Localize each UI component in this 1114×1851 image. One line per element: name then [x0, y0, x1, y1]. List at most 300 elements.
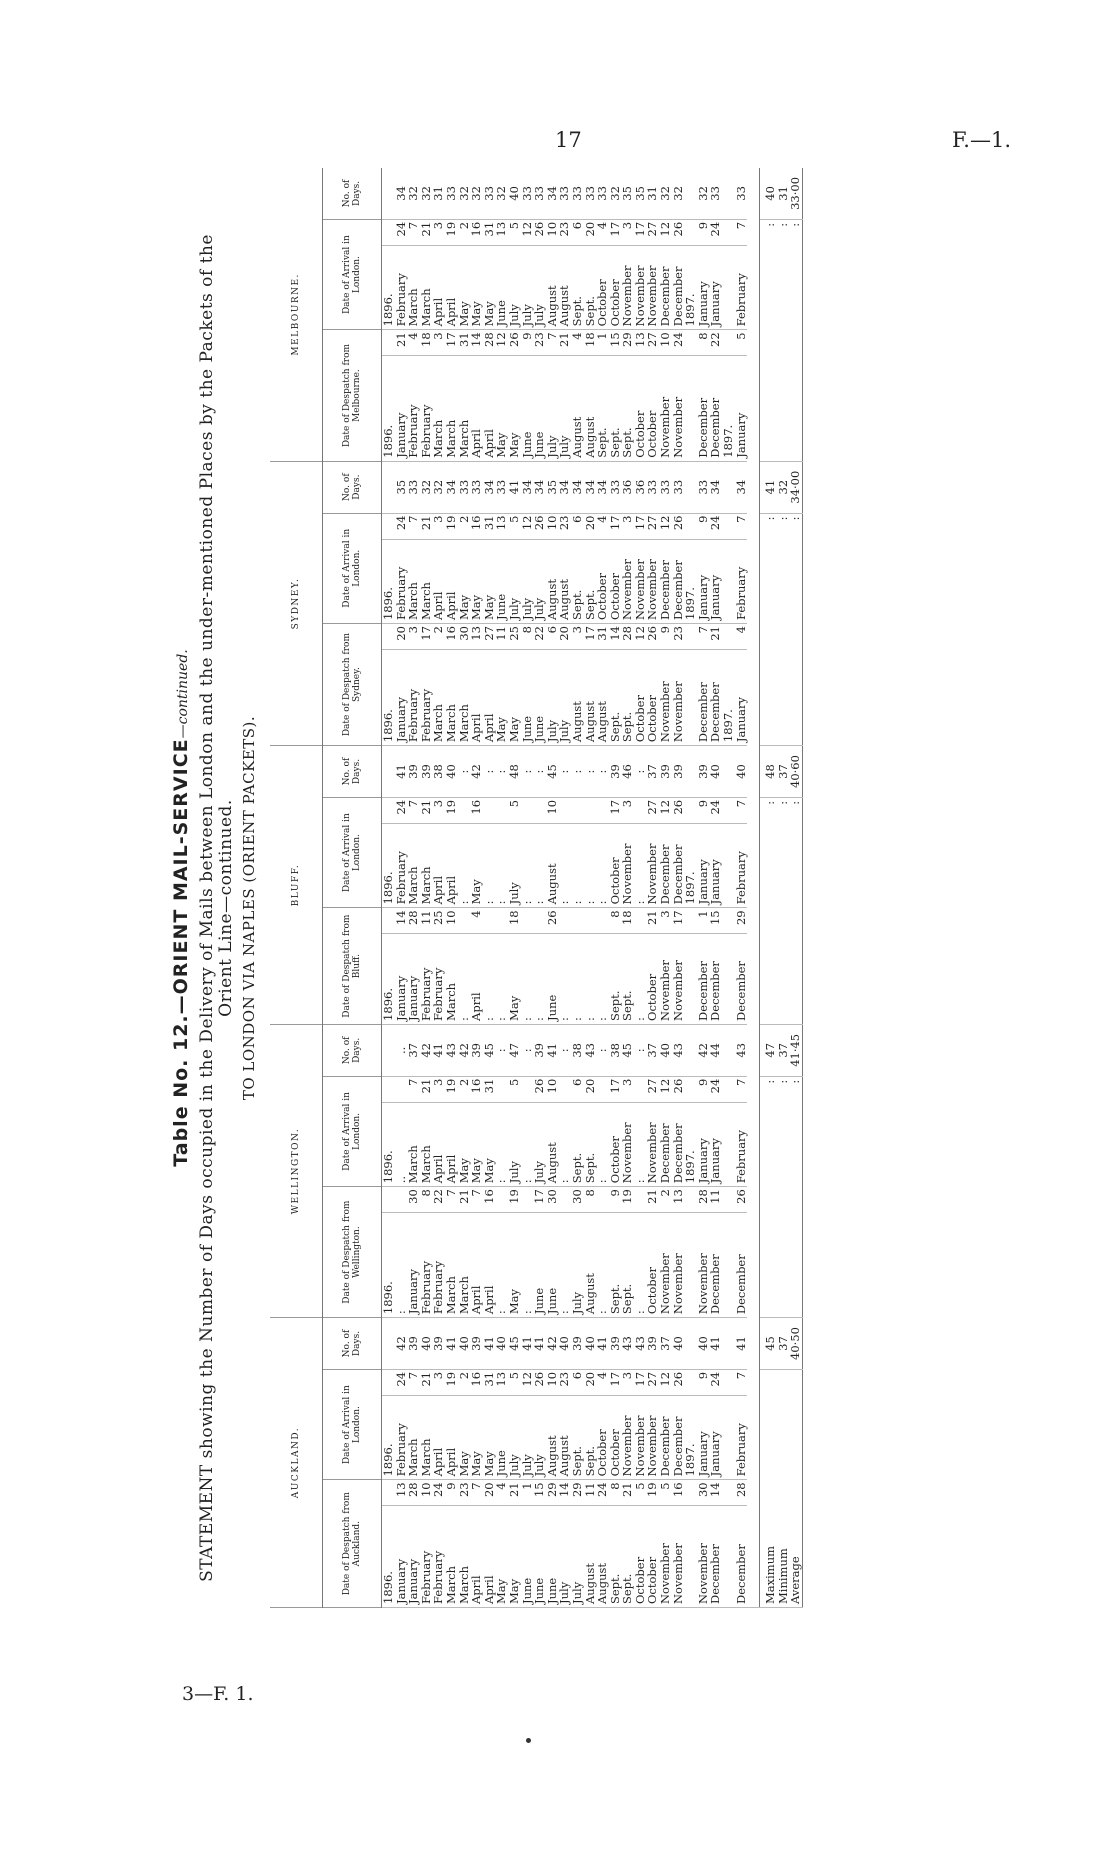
- table-cell: November: [621, 1102, 634, 1187]
- table-cell: November: [646, 1395, 659, 1480]
- table-cell: 20: [558, 624, 571, 650]
- table-cell: :: [634, 746, 647, 798]
- table-cell: January: [407, 934, 420, 1025]
- table-cell: April: [470, 934, 483, 1025]
- table-row: [407, 168, 420, 1608]
- table-cell: 3: [621, 1369, 634, 1395]
- col-header: No. of Days.: [323, 1318, 382, 1370]
- table-cell: 17: [609, 219, 622, 245]
- table-cell: 41: [508, 461, 521, 513]
- table-cell: January: [395, 1506, 408, 1608]
- table-cell: :: [483, 746, 496, 798]
- table-cell: 24: [672, 330, 685, 356]
- table-cell: [684, 219, 697, 245]
- table-cell: December: [735, 1506, 748, 1608]
- table-cell: 27: [646, 513, 659, 539]
- table-cell: 42: [470, 746, 483, 798]
- table-cell: 21: [508, 1480, 521, 1506]
- table-cell: January: [735, 650, 748, 746]
- table-cell: 12: [521, 1369, 534, 1395]
- table-cell: December: [735, 1213, 748, 1318]
- table-cell: 17: [609, 1369, 622, 1395]
- summary-filler: :: [789, 1076, 802, 1317]
- table-cell: June: [495, 539, 508, 624]
- table-cell: [722, 461, 735, 513]
- table-cell: 7: [470, 1187, 483, 1213]
- table-cell: 37: [407, 1024, 420, 1076]
- table-cell: 41: [432, 1024, 445, 1076]
- table-cell: 43: [672, 1024, 685, 1076]
- summary-value: 48: [760, 746, 777, 798]
- table-cell: 39: [646, 1318, 659, 1370]
- table-cell: 10: [546, 513, 559, 539]
- table-cell: 17: [533, 1187, 546, 1213]
- table-cell: 17: [672, 908, 685, 934]
- table-cell: 6: [571, 513, 584, 539]
- table-cell: November: [672, 1506, 685, 1608]
- table-cell: May: [483, 1395, 496, 1480]
- table-cell: [684, 513, 697, 539]
- table-cell: 2: [458, 1076, 471, 1102]
- table-cell: May: [470, 245, 483, 330]
- table-cell: :: [596, 1024, 609, 1076]
- summary-value: 32: [777, 461, 790, 513]
- table-cell: 26: [646, 624, 659, 650]
- table-cell: 1897.: [684, 1102, 697, 1187]
- sheet-code: 3—F. 1.: [182, 1683, 254, 1705]
- table-cell: [382, 513, 395, 539]
- table-cell: February: [395, 823, 408, 908]
- table-cell: January: [697, 1102, 710, 1187]
- table-cell: 32: [458, 168, 471, 219]
- table-cell: November: [634, 1395, 647, 1480]
- table-cell: June: [521, 1506, 534, 1608]
- table-cell: 19: [646, 1480, 659, 1506]
- table-cell: 28: [621, 624, 634, 650]
- summary-row: [777, 168, 790, 1608]
- table-cell: December: [659, 1395, 672, 1480]
- table-cell: Sept.: [596, 356, 609, 461]
- table-cell: January: [709, 1102, 722, 1187]
- table-cell: 29: [735, 908, 748, 934]
- table-cell: 31: [432, 168, 445, 219]
- col-header: Date of Arrival in London.: [323, 797, 382, 908]
- table-cell: 40: [659, 1024, 672, 1076]
- table-cell: October: [609, 539, 622, 624]
- table-cell: 7: [407, 219, 420, 245]
- table-cell: [382, 1369, 395, 1395]
- summary-value: 41: [760, 461, 777, 513]
- table-cell: 23: [558, 219, 571, 245]
- table-cell: October: [646, 650, 659, 746]
- table-cell: 26: [533, 219, 546, 245]
- table-cell: 43: [634, 1318, 647, 1370]
- col-header: No. of Days.: [323, 1024, 382, 1076]
- table-cell: 1: [596, 330, 609, 356]
- table-cell: 1896.: [382, 356, 395, 461]
- table-cell: 40: [558, 1318, 571, 1370]
- table-cell: [722, 1318, 735, 1370]
- table-cell: August: [546, 539, 559, 624]
- table-cell: 32: [407, 168, 420, 219]
- table-cell: :: [495, 746, 508, 798]
- col-header: Date of Despatch from Wellington.: [323, 1187, 382, 1318]
- table-cell: 10: [445, 908, 458, 934]
- col-header: Date of Despatch from Melbourne.: [323, 330, 382, 461]
- table-cell: 14: [609, 624, 622, 650]
- table-cell: 11: [709, 1187, 722, 1213]
- table-cell: :: [483, 934, 496, 1025]
- table-cell: 13: [395, 1480, 408, 1506]
- summary-filler: :: [760, 513, 777, 746]
- group-header-row: [270, 168, 323, 1608]
- table-cell: 43: [584, 1024, 597, 1076]
- table-cell: May: [470, 823, 483, 908]
- table-cell: April: [432, 539, 445, 624]
- table-cell: December: [709, 650, 722, 746]
- table-cell: Sept.: [571, 1102, 584, 1187]
- table-cell: 5: [508, 219, 521, 245]
- table-cell: 1896.: [382, 1506, 395, 1608]
- table-cell: March: [458, 356, 471, 461]
- table-subtitle: [198, 168, 236, 1648]
- table-cell: [684, 1480, 697, 1506]
- table-cell: February: [420, 356, 433, 461]
- table-cell: June: [533, 356, 546, 461]
- table-row: [546, 168, 559, 1608]
- table-cell: 34: [546, 168, 559, 219]
- table-cell: 1896.: [382, 1102, 395, 1187]
- summary-value: 40: [760, 168, 777, 219]
- table-cell: 2: [458, 219, 471, 245]
- table-cell: 1897.: [684, 1395, 697, 1480]
- table-cell: Sept.: [584, 245, 597, 330]
- table-cell: 16: [470, 219, 483, 245]
- table-cell: March: [432, 650, 445, 746]
- table-cell: March: [432, 356, 445, 461]
- table-cell: 13: [470, 624, 483, 650]
- summary-value: 33·00: [789, 168, 802, 219]
- table-cell: :: [584, 823, 597, 908]
- table-cell: March: [445, 356, 458, 461]
- table-cell: 18: [584, 330, 597, 356]
- table-cell: 17: [634, 219, 647, 245]
- table-cell: ..: [395, 1024, 408, 1076]
- table-cell: November: [659, 934, 672, 1025]
- table-cell: April: [470, 1213, 483, 1318]
- table-cell: March: [407, 245, 420, 330]
- table-cell: March: [407, 1395, 420, 1480]
- table-cell: 40: [709, 746, 722, 798]
- table-cell: July: [546, 650, 559, 746]
- table-cell: 41: [445, 1318, 458, 1370]
- table-cell: 38: [432, 746, 445, 798]
- table-cell: [521, 908, 534, 934]
- table-cell: [722, 1024, 735, 1076]
- table-cell: [533, 908, 546, 934]
- table-cell: [684, 330, 697, 356]
- table-cell: 32: [672, 168, 685, 219]
- table-cell: 24: [709, 219, 722, 245]
- table-cell: 33: [596, 168, 609, 219]
- table-row: [470, 168, 483, 1608]
- table-cell: 7: [697, 624, 710, 650]
- table-cell: [722, 1480, 735, 1506]
- table-cell: 27: [483, 624, 496, 650]
- rotated-table-page: [170, 168, 980, 1648]
- table-cell: :: [634, 934, 647, 1025]
- summary-filler: :: [760, 219, 777, 461]
- table-cell: :: [521, 1102, 534, 1187]
- table-cell: 31: [646, 168, 659, 219]
- table-row: [558, 168, 571, 1608]
- table-cell: November: [621, 539, 634, 624]
- table-cell: 11: [495, 624, 508, 650]
- table-cell: 23: [458, 1480, 471, 1506]
- table-cell: [571, 797, 584, 823]
- table-cell: 14: [395, 908, 408, 934]
- table-cell: 10: [546, 797, 559, 823]
- table-cell: February: [420, 934, 433, 1025]
- table-cell: May: [495, 356, 508, 461]
- table-cell: January: [697, 245, 710, 330]
- table-cell: November: [659, 650, 672, 746]
- table-cell: 1897.: [684, 823, 697, 908]
- table-cell: May: [508, 1213, 521, 1318]
- table-cell: [571, 908, 584, 934]
- table-cell: 17: [584, 624, 597, 650]
- table-cell: Sept.: [609, 356, 622, 461]
- summary-value: 47: [760, 1024, 777, 1076]
- table-cell: [382, 746, 395, 798]
- summary-value: 34·00: [789, 461, 802, 513]
- table-cell: March: [407, 1102, 420, 1187]
- table-cell: [722, 168, 735, 219]
- table-cell: May: [483, 539, 496, 624]
- table-cell: [684, 168, 697, 219]
- table-cell: February: [420, 1213, 433, 1318]
- table-cell: April: [483, 650, 496, 746]
- table-cell: 48: [508, 746, 521, 798]
- table-cell: November: [621, 823, 634, 908]
- table-cell: 9: [697, 513, 710, 539]
- table-cell: 39: [659, 746, 672, 798]
- table-cell: Sept.: [621, 934, 634, 1025]
- table-cell: 28: [735, 1480, 748, 1506]
- table-cell: [684, 746, 697, 798]
- table-row: [445, 168, 458, 1608]
- table-cell: [722, 1187, 735, 1213]
- table-cell: 34: [709, 461, 722, 513]
- table-cell: 32: [697, 168, 710, 219]
- col-header: Date of Despatch from Sydney.: [323, 624, 382, 746]
- table-row: [584, 168, 597, 1608]
- table-cell: 16: [483, 1187, 496, 1213]
- table-cell: 29: [546, 1480, 559, 1506]
- table-cell: June: [533, 650, 546, 746]
- table-cell: 39: [533, 1024, 546, 1076]
- table-cell: :: [596, 746, 609, 798]
- table-cell: :: [533, 746, 546, 798]
- table-cell: 24: [709, 1369, 722, 1395]
- table-cell: April: [445, 1102, 458, 1187]
- table-cell: June: [546, 1506, 559, 1608]
- table-cell: 14: [558, 1480, 571, 1506]
- table-cell: February: [735, 539, 748, 624]
- table-cell: 45: [508, 1318, 521, 1370]
- table-cell: November: [646, 823, 659, 908]
- summary-filler: :: [777, 797, 790, 1024]
- table-cell: 24: [709, 1076, 722, 1102]
- table-cell: 42: [697, 1024, 710, 1076]
- table-cell: [722, 330, 735, 356]
- table-cell: [382, 797, 395, 823]
- table-cell: 23: [672, 624, 685, 650]
- table-cell: :: [521, 934, 534, 1025]
- table-cell: 24: [432, 1480, 445, 1506]
- table-cell: March: [445, 934, 458, 1025]
- column-header-row: [323, 168, 382, 1608]
- table-cell: 34: [558, 461, 571, 513]
- table-cell: August: [558, 539, 571, 624]
- table-cell: 32: [432, 461, 445, 513]
- table-cell: 26: [672, 1369, 685, 1395]
- table-cell: 10: [420, 1480, 433, 1506]
- table-cell: November: [634, 539, 647, 624]
- table-cell: [596, 797, 609, 823]
- table-cell: 3: [571, 624, 584, 650]
- table-cell: Sept.: [571, 539, 584, 624]
- table-cell: October: [646, 934, 659, 1025]
- table-cell: 1896.: [382, 934, 395, 1025]
- table-cell: June: [546, 934, 559, 1025]
- table-cell: January: [735, 356, 748, 461]
- table-cell: 39: [432, 1318, 445, 1370]
- table-cell: January: [709, 1395, 722, 1480]
- table-cell: 19: [445, 219, 458, 245]
- table-cell: 16: [470, 513, 483, 539]
- table-cell: 33: [407, 461, 420, 513]
- table-cell: :: [571, 746, 584, 798]
- table-cell: July: [533, 1102, 546, 1187]
- table-cell: February: [420, 1506, 433, 1608]
- table-row: [621, 168, 634, 1608]
- table-cell: December: [735, 934, 748, 1025]
- table-cell: 11: [420, 908, 433, 934]
- table-cell: January: [395, 934, 408, 1025]
- table-cell: December: [709, 1506, 722, 1608]
- table-cell: :: [483, 823, 496, 908]
- table-cell: January: [395, 650, 408, 746]
- table-cell: [382, 1480, 395, 1506]
- table-cell: 39: [609, 746, 622, 798]
- table-cell: 33: [521, 168, 534, 219]
- table-cell: October: [646, 1213, 659, 1318]
- table-cell: 7: [407, 513, 420, 539]
- table-cell: October: [634, 356, 647, 461]
- table-cell: January: [407, 1506, 420, 1608]
- table-cell: [382, 461, 395, 513]
- table-cell: August: [558, 245, 571, 330]
- table-cell: 18: [621, 908, 634, 934]
- table-cell: Sept.: [609, 1213, 622, 1318]
- table-cell: [722, 624, 735, 650]
- table-cell: 8: [584, 1187, 597, 1213]
- table-cell: [382, 1076, 395, 1102]
- table-cell: December: [709, 934, 722, 1025]
- table-cell: 12: [521, 219, 534, 245]
- table-cell: 30: [571, 1187, 584, 1213]
- table-cell: December: [709, 356, 722, 461]
- table-cell: 1896.: [382, 245, 395, 330]
- table-cell: :: [584, 746, 597, 798]
- table-cell: Sept.: [621, 650, 634, 746]
- table-cell: July: [533, 245, 546, 330]
- table-cell: 26: [508, 330, 521, 356]
- table-cell: July: [508, 1395, 521, 1480]
- table-cell: January: [709, 539, 722, 624]
- table-cell: [722, 908, 735, 934]
- table-cell: 23: [558, 513, 571, 539]
- table-cell: 40: [495, 1318, 508, 1370]
- table-cell: [722, 1506, 735, 1608]
- table-cell: [684, 1369, 697, 1395]
- table-cell: 29: [621, 330, 634, 356]
- table-cell: February: [432, 934, 445, 1025]
- table-cell: October: [634, 650, 647, 746]
- table-title-suffix: —continued.: [175, 649, 191, 739]
- table-cell: :: [558, 746, 571, 798]
- table-cell: July: [508, 823, 521, 908]
- summary-value: 37: [777, 1318, 790, 1370]
- table-cell: November: [634, 245, 647, 330]
- summary-value: 45: [760, 1318, 777, 1370]
- table-cell: 1896.: [382, 823, 395, 908]
- table-cell: March: [420, 1395, 433, 1480]
- table-cell: 31: [483, 1369, 496, 1395]
- table-cell: March: [420, 245, 433, 330]
- table-cell: 28: [483, 330, 496, 356]
- table-cell: March: [458, 1506, 471, 1608]
- table-cell: 43: [445, 1024, 458, 1076]
- table-cell: October: [609, 1102, 622, 1187]
- table-cell: March: [445, 1213, 458, 1318]
- table-cell: 28: [407, 1480, 420, 1506]
- table-cell: 36: [621, 461, 634, 513]
- table-cell: 40: [672, 1318, 685, 1370]
- destination-heading: TO LONDON VIA NAPLES (ORIENT PACKETS).: [240, 715, 258, 1101]
- table-cell: :: [521, 1213, 534, 1318]
- table-cell: 46: [621, 746, 634, 798]
- table-cell: 17: [609, 1076, 622, 1102]
- table-cell: June: [521, 650, 534, 746]
- table-cell: 20: [584, 513, 597, 539]
- table-cell: 32: [495, 168, 508, 219]
- table-cell: [722, 934, 735, 1025]
- table-cell: 40: [584, 1318, 597, 1370]
- table-cell: December: [659, 823, 672, 908]
- table-cell: October: [646, 1506, 659, 1608]
- table-cell: 33: [709, 168, 722, 219]
- table-cell: 7: [407, 1076, 420, 1102]
- table-row: [735, 168, 748, 1608]
- table-cell: March: [420, 539, 433, 624]
- table-cell: [596, 1076, 609, 1102]
- table-cell: 1897.: [684, 245, 697, 330]
- spacer-row: [747, 168, 760, 1608]
- table-cell: ..: [395, 1102, 408, 1187]
- table-cell: 1: [697, 908, 710, 934]
